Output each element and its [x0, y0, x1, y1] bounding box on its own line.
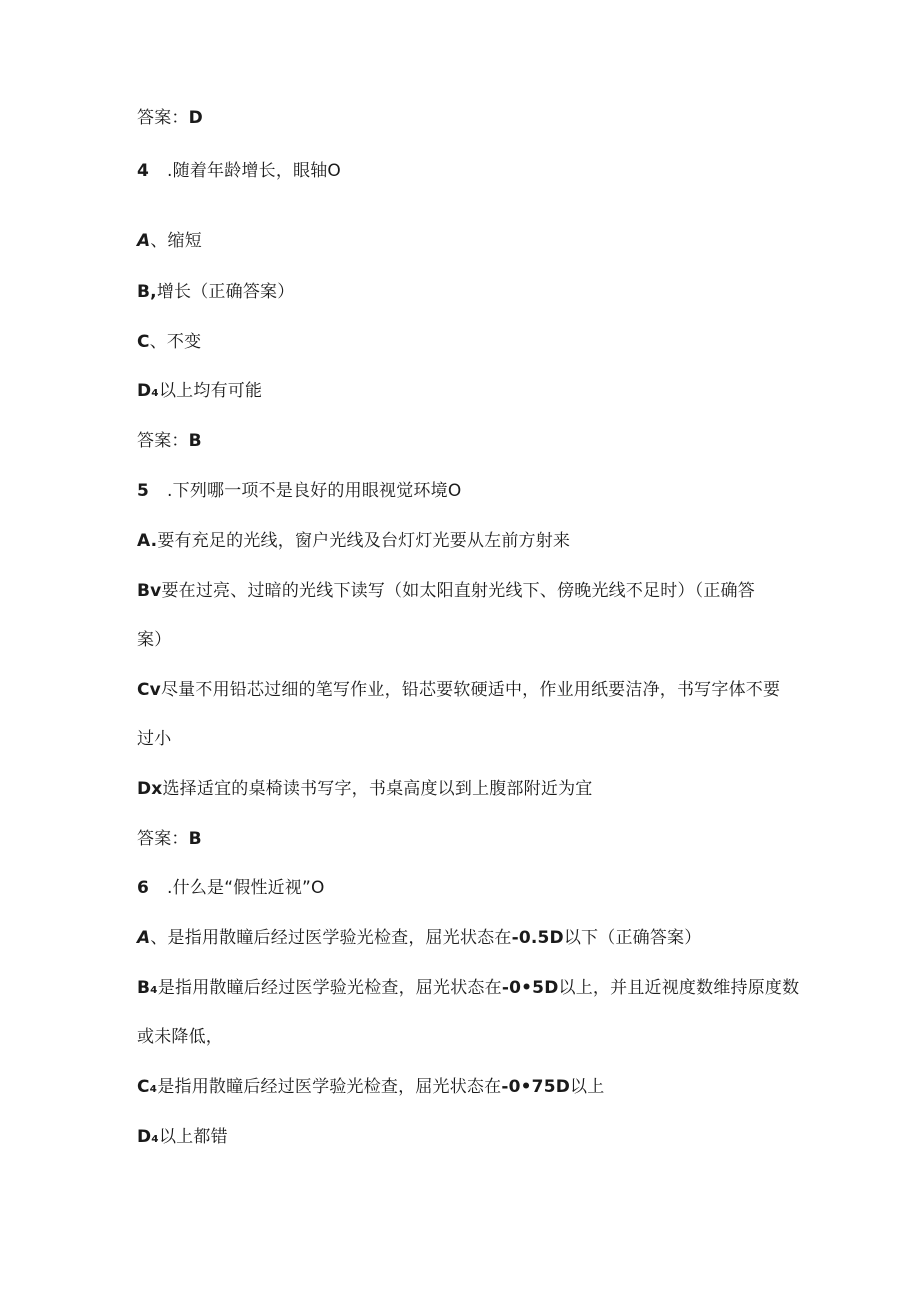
question-number: 6: [137, 878, 150, 898]
answer-line-q3: [137, 106, 203, 130]
option-text: 增长（正确答案）: [156, 282, 295, 302]
q6-option-b-continued: [137, 1025, 223, 1049]
option-prefix: A.: [137, 531, 158, 551]
option-prefix: A: [137, 928, 151, 948]
q5-option-b-continued: [137, 628, 171, 652]
question-6: [137, 876, 325, 900]
q5-option-b: [137, 579, 755, 603]
option-tail: 以上，并且近视度数维持原度数: [558, 978, 800, 998]
option-value: -0•75D: [501, 1077, 571, 1097]
q4-option-c: [137, 330, 201, 354]
option-text: 要有充足的光线，窗户光线及台灯灯光要从左前方射来: [157, 531, 571, 551]
option-prefix: D₄: [137, 381, 159, 401]
question-text: .什么是“假性近视”O: [167, 878, 325, 898]
answer-label: 答案：: [137, 108, 189, 128]
option-text: 以上都错: [158, 1127, 228, 1147]
answer-line-q5: [137, 827, 202, 851]
question-text: .随着年龄增长，眼轴O: [167, 161, 342, 181]
option-prefix: A: [137, 231, 151, 251]
answer-value: D: [188, 108, 203, 128]
question-text: .下列哪一项不是良好的用眼视觉环境O: [167, 481, 462, 501]
q6-option-c: [137, 1075, 604, 1099]
option-text: 、缩短: [150, 231, 202, 251]
option-prefix: Bv: [137, 581, 162, 601]
answer-value: B: [188, 431, 202, 451]
option-text: 选择适宜的桌椅读书写字，书桌高度以到上腹部附近为宜: [162, 779, 593, 799]
question-number: 5: [137, 481, 150, 501]
option-prefix: Cv: [137, 680, 161, 700]
option-value: -0.5D: [511, 928, 564, 948]
option-tail: 以下（正确答案）: [563, 928, 702, 948]
option-prefix: B,: [137, 282, 157, 302]
option-text: 是指用散瞳后经过医学验光检查，屈光状态在: [157, 978, 502, 998]
option-text-continued: 过小: [137, 729, 172, 749]
q6-option-b: [137, 976, 799, 1000]
answer-label: 答案：: [137, 431, 189, 451]
q5-option-c: [137, 678, 780, 702]
question-4: [137, 159, 341, 183]
option-text-continued: 案）: [137, 630, 172, 650]
q6-option-a: [137, 926, 701, 950]
option-text: 是指用散瞳后经过医学验光检查，屈光状态在: [157, 1077, 502, 1097]
option-text: 尽量不用铅芯过细的笔写作业，铅芯要软硬适中，作业用纸要洁净，书写字体不要: [160, 680, 781, 700]
option-prefix: Dx: [137, 779, 163, 799]
q5-option-a: [137, 529, 570, 553]
q4-option-b: [137, 280, 294, 304]
option-prefix: C₄: [137, 1077, 158, 1097]
option-text: 以上均有可能: [158, 381, 263, 401]
answer-line-q4: [137, 429, 202, 453]
option-text: 要在过亮、过暗的光线下读写（如太阳直射光线下、傍晚光线不足时）（正确答: [161, 581, 755, 601]
option-value: -0•5D: [501, 978, 559, 998]
q4-option-a: [137, 229, 202, 253]
q5-option-c-continued: [137, 727, 171, 751]
option-prefix: C: [137, 332, 150, 352]
option-text: 、不变: [149, 332, 202, 352]
option-text-continued: 或未降低，: [137, 1027, 223, 1047]
answer-label: 答案：: [137, 829, 189, 849]
option-text: 、是指用散瞳后经过医学验光检查，屈光状态在: [150, 928, 512, 948]
question-number: 4: [137, 161, 150, 181]
option-tail: 以上: [570, 1077, 605, 1097]
answer-value: B: [188, 829, 202, 849]
q4-option-d: [137, 379, 262, 403]
q6-option-d: [137, 1125, 228, 1149]
option-prefix: D₄: [137, 1127, 159, 1147]
q5-option-d: [137, 777, 592, 801]
option-prefix: B₄: [137, 978, 158, 998]
question-5: [137, 479, 461, 503]
